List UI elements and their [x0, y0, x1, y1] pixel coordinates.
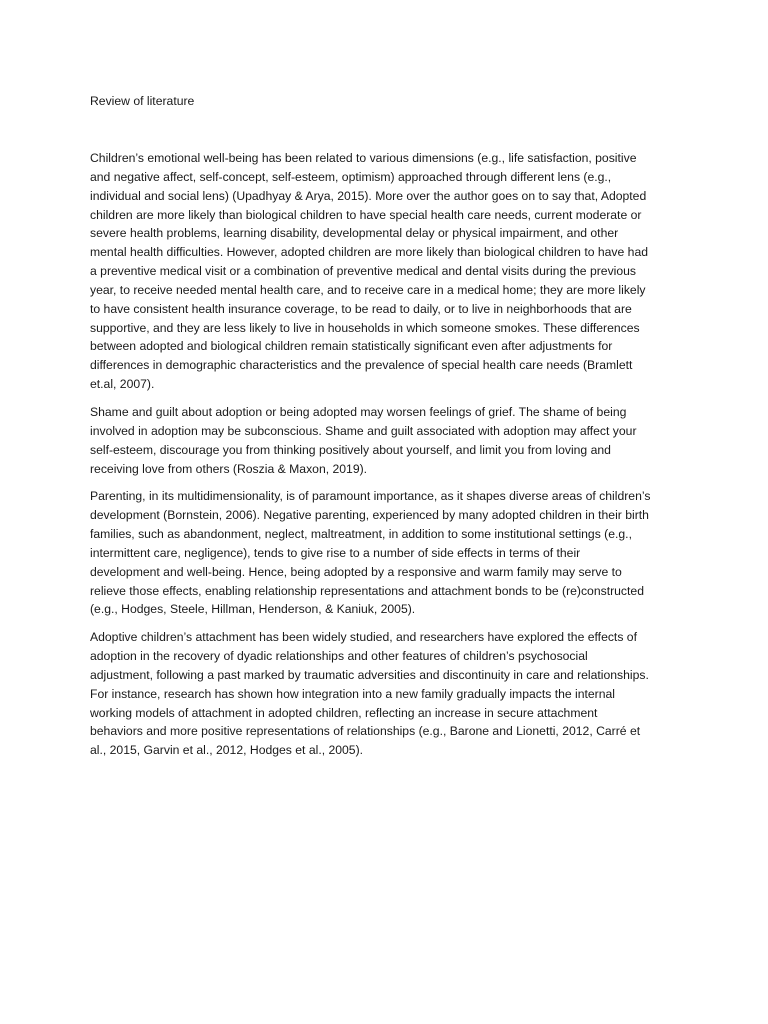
text-line: between adopted and biological children remain statistically significant even after adjustments for	[90, 339, 613, 354]
text-line: receiving love from others (Roszia & Maxon, 2019).	[90, 461, 368, 476]
text-line: intermittent care, negligence), tends to give rise to a number of side effects in terms of their	[90, 545, 581, 560]
text-line: families, such as abandonment, neglect, maltreatment, in addition to some institutional settings (e.g.,	[90, 527, 632, 542]
spacer	[90, 111, 680, 149]
paragraph-3	[90, 487, 680, 619]
text-line: development and well-being. Hence, being adopted by a responsive and warm family may serve to	[90, 564, 622, 579]
text-line: self-esteem, discourage you from thinking positively about yourself, and limit you from loving and	[90, 442, 611, 457]
text-line: adoption in the recovery of dyadic relationships and other features of children’s psychosocial	[90, 649, 588, 664]
paragraph-1	[90, 149, 680, 394]
text-line: year, to receive needed mental health care, and to receive care in a medical home; they are more likely	[90, 282, 646, 297]
text-line: Children’s emotional well-being has been related to various dimensions (e.g., life satisfaction, positive	[90, 151, 637, 165]
paragraph-4	[90, 628, 680, 760]
text-line: supportive, and they are less likely to live in households in which someone smokes. These differences	[90, 320, 640, 335]
text-line: individual and social lens) (Upadhyay & Arya, 2015). More over the author goes on to say that, Adopted	[90, 188, 647, 203]
text-line: (e.g., Hodges, Steele, Hillman, Henderson, & Kaniuk, 2005).	[90, 602, 416, 617]
text-line: and negative affect, self-concept, self-esteem, optimism) approached through different lens (e.g.,	[90, 169, 612, 184]
text-line: et.al, 2007).	[90, 377, 155, 392]
text-line: involved in adoption may be subconscious. Shame and guilt associated with adoption may affect your	[90, 423, 637, 438]
document-page	[90, 92, 680, 769]
text-line: children are more likely than biological children to have special health care needs, current moderate or	[90, 207, 642, 222]
text-line: Adoptive children’s attachment has been widely studied, and researchers have explored the effects of	[90, 630, 637, 645]
paragraph-2	[90, 403, 680, 478]
text-line: development (Bornstein, 2006). Negative parenting, experienced by many adopted children in their birth	[90, 508, 649, 523]
text-line: behaviors and more positive representations of relationships (e.g., Barone and Lionetti, 2012, Carré et	[90, 724, 641, 739]
text-line: severe health problems, learning disability, developmental delay or physical impairment, and other	[90, 226, 619, 241]
text-line: Shame and guilt about adoption or being adopted may worsen feelings of grief. The shame of being	[90, 404, 627, 419]
text-line: mental health difficulties. However, adopted children are more likely than biological children to have had	[90, 245, 649, 260]
text-line: relieve those effects, enabling relationship representations and attachment bonds to be (re)constructed	[90, 583, 644, 598]
text-line: working models of attachment in adopted children, reflecting an increase in secure attachment	[90, 705, 598, 720]
text-line: Parenting, in its multidimensionality, is of paramount importance, as it shapes diverse areas of children’s	[90, 489, 651, 504]
text-line: differences in demographic characteristics and the prevalence of special health care needs (Bramlett	[90, 358, 633, 373]
text-line: For instance, research has shown how integration into a new family gradually impacts the internal	[90, 686, 616, 701]
text-line: al., 2015, Garvin et al., 2012, Hodges et al., 2005).	[90, 743, 364, 758]
text-line: a preventive medical visit or a combination of preventive medical and dental visits during the previous	[90, 264, 637, 279]
text-line: to have consistent health insurance coverage, to be read to daily, or to live in neighborhoods that are	[90, 301, 632, 316]
document-heading: Review of literature	[90, 94, 195, 108]
text-line: adjustment, following a past marked by traumatic adversities and discontinuity in care and relationships.	[90, 667, 649, 682]
